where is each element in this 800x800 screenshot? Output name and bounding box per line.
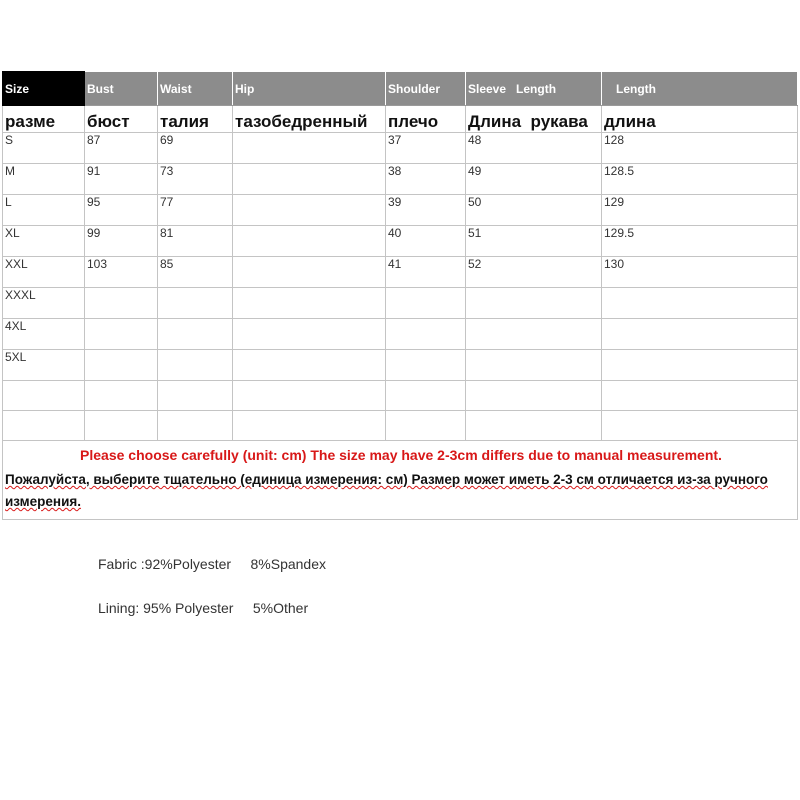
table-row (3, 133, 798, 164)
cell-bust: 99 (85, 226, 158, 257)
cell-shoulder: 40 (386, 226, 466, 257)
cell-waist: 77 (158, 195, 233, 226)
cell-length (602, 319, 798, 350)
cell-sleeve-length: 51 (466, 226, 602, 257)
cell-shoulder: 37 (386, 133, 466, 164)
table-row (3, 257, 798, 288)
header-cell-waist: Waist (158, 72, 233, 106)
table-row (3, 226, 798, 257)
header-ru-bust: бюст (85, 106, 158, 133)
header-cell-bust: Bust (85, 72, 158, 106)
cell-sleeve-length: 48 (466, 133, 602, 164)
cell-hip (233, 411, 386, 441)
lining-composition: Lining: 95% Polyester 5%Other (98, 600, 309, 616)
cell-length: 128 (602, 133, 798, 164)
cell-waist: 69 (158, 133, 233, 164)
cell-sleeve-length (466, 381, 602, 411)
header-ru-size: разме (3, 106, 85, 133)
cell-length: 130 (602, 257, 798, 288)
cell-size: 4XL (3, 319, 85, 350)
cell-hip (233, 381, 386, 411)
cell-waist: 85 (158, 257, 233, 288)
cell-shoulder (386, 288, 466, 319)
cell-size: XXXL (3, 288, 85, 319)
cell-hip (233, 319, 386, 350)
cell-size: M (3, 164, 85, 195)
header-ru-hip: тазобедренный (233, 106, 386, 133)
fabric-composition: Fabric :92%Polyester 8%Spandex (98, 556, 327, 572)
cell-hip (233, 257, 386, 288)
cell-waist (158, 288, 233, 319)
cell-shoulder: 41 (386, 257, 466, 288)
cell-shoulder (386, 319, 466, 350)
cell-bust: 91 (85, 164, 158, 195)
cell-sleeve-length (466, 350, 602, 381)
cell-waist (158, 350, 233, 381)
cell-bust: 103 (85, 257, 158, 288)
header-row-en (3, 72, 798, 106)
table-row (3, 350, 798, 381)
size-chart-table (2, 71, 798, 520)
cell-size: XXL (3, 257, 85, 288)
cell-sleeve-length: 49 (466, 164, 602, 195)
cell-bust (85, 411, 158, 441)
header-ru-length: длина (602, 106, 798, 133)
cell-sleeve-length: 52 (466, 257, 602, 288)
header-cell-sleeve-length: Sleeve Length (466, 72, 602, 106)
cell-waist (158, 381, 233, 411)
cell-bust (85, 319, 158, 350)
header-cell-hip: Hip (233, 72, 386, 106)
header-cell-length: Length (602, 72, 798, 106)
note-row (3, 441, 798, 520)
header-cell-shoulder: Shoulder (386, 72, 466, 106)
cell-hip (233, 226, 386, 257)
header-cell-size: Size (3, 72, 85, 106)
cell-sleeve-length (466, 411, 602, 441)
note-english: Please choose carefully (unit: cm) The size may have 2-3cm differs due to manual measurement. (80, 447, 722, 463)
table-row (3, 381, 798, 411)
cell-length (602, 381, 798, 411)
table-row (3, 411, 798, 441)
cell-size (3, 411, 85, 441)
cell-size: S (3, 133, 85, 164)
cell-waist (158, 411, 233, 441)
cell-shoulder (386, 350, 466, 381)
cell-length: 128.5 (602, 164, 798, 195)
cell-waist: 73 (158, 164, 233, 195)
cell-hip (233, 164, 386, 195)
cell-length: 129.5 (602, 226, 798, 257)
cell-length (602, 288, 798, 319)
cell-bust (85, 288, 158, 319)
cell-shoulder (386, 381, 466, 411)
cell-size: XL (3, 226, 85, 257)
cell-hip (233, 133, 386, 164)
cell-waist: 81 (158, 226, 233, 257)
header-ru-waist: талия (158, 106, 233, 133)
cell-sleeve-length (466, 319, 602, 350)
cell-hip (233, 350, 386, 381)
cell-sleeve-length (466, 288, 602, 319)
cell-length (602, 350, 798, 381)
cell-bust (85, 350, 158, 381)
cell-size (3, 381, 85, 411)
header-ru-sleeve-length: Длина рукава (466, 106, 602, 133)
table-row (3, 195, 798, 226)
cell-size: L (3, 195, 85, 226)
note-cell (3, 441, 798, 520)
cell-length (602, 411, 798, 441)
cell-size: 5XL (3, 350, 85, 381)
cell-length: 129 (602, 195, 798, 226)
cell-bust (85, 381, 158, 411)
cell-sleeve-length: 50 (466, 195, 602, 226)
cell-waist (158, 319, 233, 350)
header-ru-shoulder: плечо (386, 106, 466, 133)
cell-bust: 95 (85, 195, 158, 226)
cell-shoulder (386, 411, 466, 441)
header-row-ru (3, 106, 798, 133)
cell-hip (233, 195, 386, 226)
table-row (3, 164, 798, 195)
table-row (3, 288, 798, 319)
note-russian: Пожалуйста, выберите тщательно (единица измерения: см) Размер может иметь 2-3 см отличается из-за ручного измерения. (5, 472, 768, 509)
table-row (3, 319, 798, 350)
cell-shoulder: 38 (386, 164, 466, 195)
cell-shoulder: 39 (386, 195, 466, 226)
cell-bust: 87 (85, 133, 158, 164)
cell-hip (233, 288, 386, 319)
